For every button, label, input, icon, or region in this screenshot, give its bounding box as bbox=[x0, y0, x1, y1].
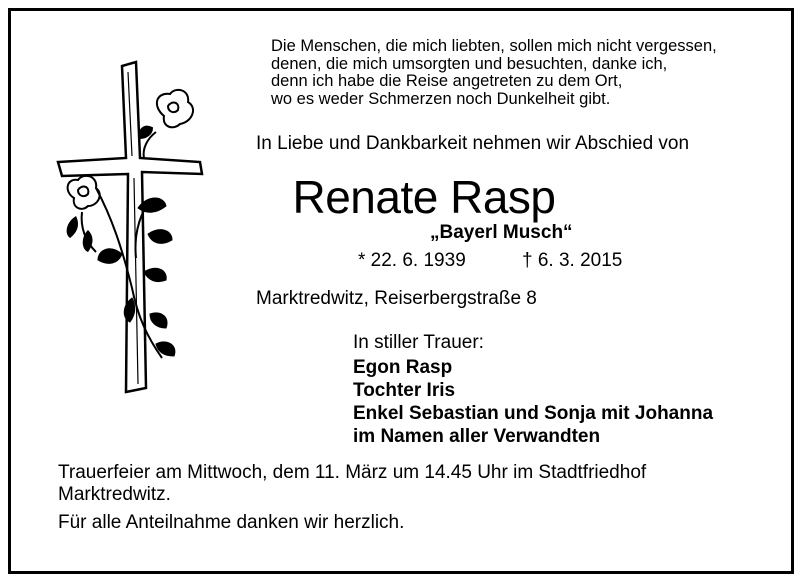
birth-date: * 22. 6. 1939 bbox=[358, 250, 466, 271]
poem-line: denen, die mich umsorgten und besuchten, danke ich, bbox=[271, 54, 668, 73]
mourner-name: Tochter Iris bbox=[353, 380, 456, 401]
deceased-nickname: „Bayerl Musch“ bbox=[430, 222, 573, 243]
thanks-text: Für alle Anteilnahme danken wir herzlich. bbox=[58, 512, 405, 533]
poem-line: Die Menschen, die mich liebten, sollen mich nicht vergessen, bbox=[271, 37, 717, 55]
service-line: Trauerfeier am Mittwoch, dem 11. März um 14.45 Uhr im Stadtfriedhof bbox=[58, 462, 647, 483]
poem bbox=[271, 38, 717, 108]
mourner-name: Enkel Sebastian und Sonja mit Johanna bbox=[353, 403, 714, 424]
poem-line: wo es weder Schmerzen noch Dunkelheit gibt. bbox=[271, 89, 611, 108]
mourners-list bbox=[353, 356, 713, 448]
death-date: † 6. 3. 2015 bbox=[522, 250, 623, 271]
poem-line: denn ich habe die Reise angetreten zu dem Ort, bbox=[271, 72, 623, 90]
deceased-name: Renate Rasp bbox=[292, 171, 556, 223]
cross-with-roses-icon bbox=[52, 58, 212, 398]
service-line: Marktredwitz. bbox=[58, 484, 171, 505]
mourner-name: im Namen aller Verwandten bbox=[353, 426, 601, 447]
funeral-service-info bbox=[58, 462, 646, 506]
farewell-text: In Liebe und Dankbarkeit nehmen wir Abschied von bbox=[256, 133, 690, 154]
mourner-name: Egon Rasp bbox=[353, 357, 453, 378]
mourning-label: In stiller Trauer: bbox=[353, 332, 484, 353]
address: Marktredwitz, Reiserbergstraße 8 bbox=[256, 288, 537, 309]
